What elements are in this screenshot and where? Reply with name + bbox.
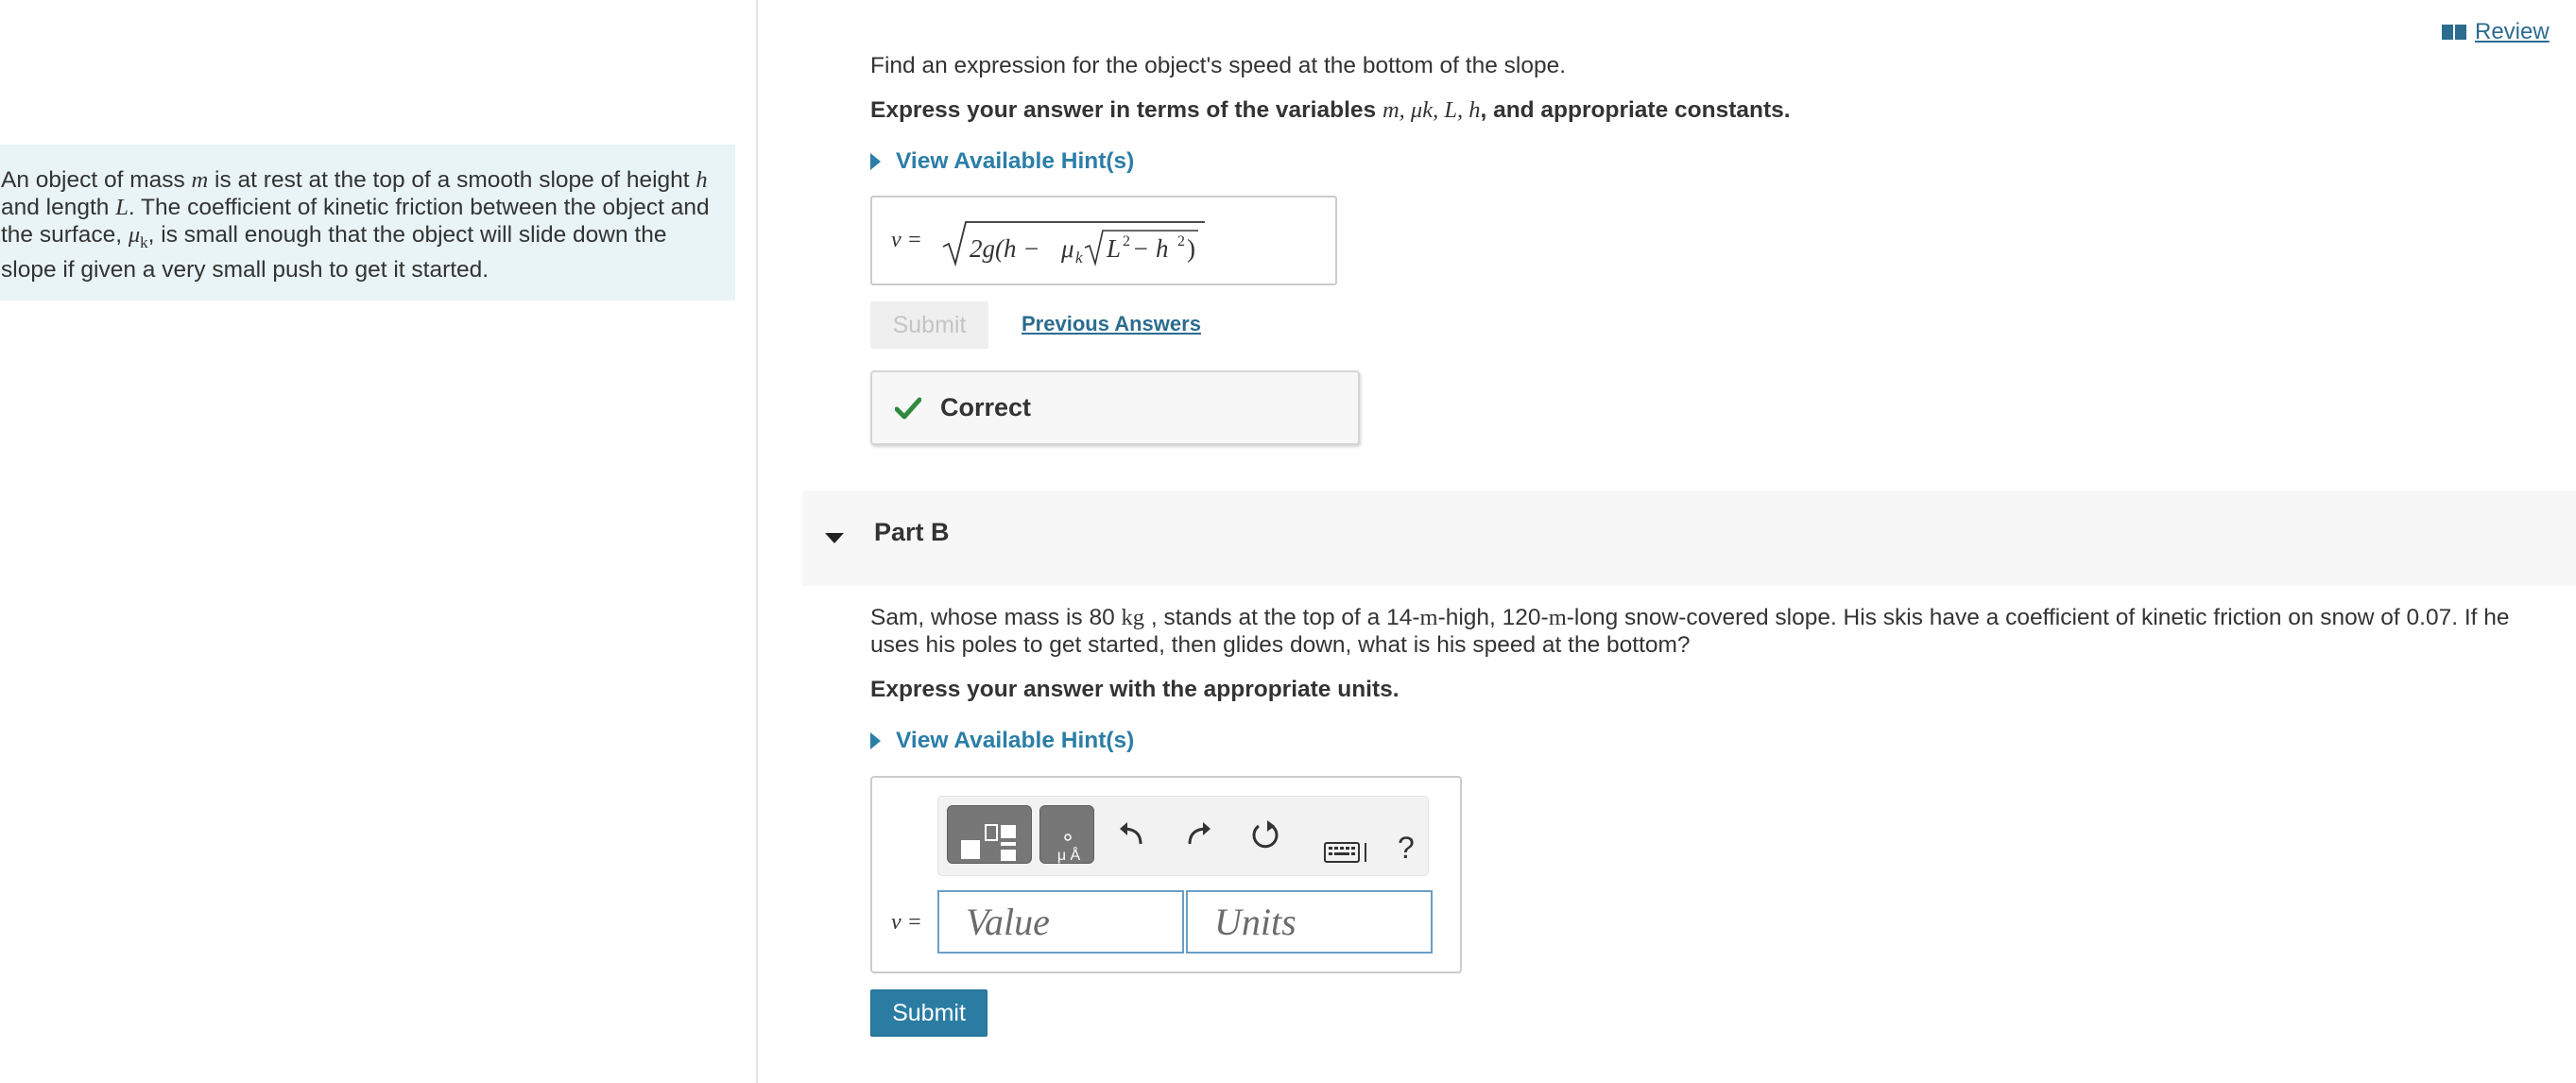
expand-triangle-icon <box>870 732 881 749</box>
question-text: , stands at the top of a 14- <box>1144 605 1420 630</box>
part-a-answer-box <box>870 196 1337 285</box>
answer-expression <box>940 213 1224 269</box>
statement-text: and length <box>1 195 116 220</box>
part-a-feedback <box>870 370 1360 445</box>
expr-L: L <box>1107 234 1122 263</box>
instruction-suffix: , and appropriate constants. <box>1480 97 1791 123</box>
correct-label: Correct <box>940 393 1032 421</box>
part-b-instruction: Express your answer with the appropriate units. <box>870 677 1400 702</box>
svg-text:μ Å: μ Å <box>1056 848 1081 864</box>
units-button[interactable] <box>1039 805 1094 864</box>
var-m: m <box>191 167 209 193</box>
part-b-submit-button[interactable]: Submit <box>870 989 987 1037</box>
statement-text: , is small enough that the object will slide down the slope if given a very small push to get it started. <box>1 222 667 283</box>
part-a-instruction <box>870 97 1791 124</box>
answer-variable-label: v = <box>891 228 922 252</box>
expr-minus: − h <box>1132 234 1169 263</box>
review-link[interactable] <box>2442 19 2550 45</box>
previous-answers-link[interactable]: Previous Answers <box>1022 312 1201 335</box>
book-icon <box>2442 23 2467 42</box>
part-a-hints-toggle[interactable] <box>870 148 1134 175</box>
problem-pane <box>0 0 758 1083</box>
keyboard-icon[interactable] <box>1324 839 1369 864</box>
units-icon <box>1040 806 1095 865</box>
expr-mu-sub: k <box>1075 249 1083 266</box>
sqrt-expression <box>940 213 1224 269</box>
expand-triangle-icon <box>870 153 881 170</box>
expr-sq1: 2 <box>1123 233 1130 249</box>
question-text: -high, 120- <box>1437 605 1549 630</box>
unit-kg: kg <box>1121 605 1145 630</box>
answer-variable-label: v = <box>891 910 922 935</box>
units-input[interactable] <box>1186 890 1433 954</box>
expr-mu: μ <box>1061 234 1074 263</box>
checkmark-icon <box>895 396 921 421</box>
part-b-header[interactable] <box>802 490 2576 586</box>
value-input[interactable] <box>937 890 1184 954</box>
review-label: Review <box>2475 19 2550 44</box>
templates-icon <box>948 806 1033 865</box>
part-b-question <box>870 604 2552 659</box>
redo-icon[interactable] <box>1180 816 1218 853</box>
statement-text: . The coefficient of kinetic friction between the object and the surface, <box>1 195 710 248</box>
templates-button[interactable] <box>947 805 1032 864</box>
var-L: L <box>115 195 129 220</box>
statement-text: An object of mass <box>1 167 192 193</box>
unit-m: m <box>1548 605 1567 630</box>
hint-label: View Available Hint(s) <box>896 148 1135 174</box>
help-icon[interactable]: ? <box>1398 831 1415 865</box>
var-h: h <box>696 167 708 193</box>
statement-text: is at rest at the top of a smooth slope of height <box>208 167 696 193</box>
part-b-answer-box <box>870 776 1462 973</box>
problem-statement <box>0 145 735 301</box>
var-mu-subscript: k <box>140 232 148 251</box>
part-b-hints-toggle[interactable] <box>870 728 1134 754</box>
part-b-title: Part B <box>874 518 950 546</box>
instruction-prefix: Express your answer in terms of the variables <box>870 97 1382 123</box>
expr-close: ) <box>1187 234 1195 263</box>
part-a-submit-button: Submit <box>870 301 988 349</box>
part-a-question: Find an expression for the object's speed at the bottom of the slope. <box>870 53 1567 78</box>
undo-icon[interactable] <box>1112 816 1150 853</box>
reset-icon[interactable] <box>1246 816 1284 853</box>
hint-label: View Available Hint(s) <box>896 728 1135 753</box>
question-text: Sam, whose mass is 80 <box>870 605 1122 630</box>
collapse-triangle-icon[interactable] <box>825 533 844 543</box>
math-toolbar <box>937 796 1429 876</box>
expr-lead: 2g(h − <box>970 234 1040 263</box>
instruction-vars: m, μk, L, h <box>1382 97 1481 123</box>
unit-m: m <box>1419 605 1438 630</box>
question-text: -long snow-covered slope. His skis have a coefficient of kinetic friction on snow of 0.07. If he uses his poles to get started, then glides down, what is his speed at the bottom? <box>870 605 2510 658</box>
var-mu: μ <box>128 222 141 248</box>
expr-sq2: 2 <box>1177 233 1185 249</box>
